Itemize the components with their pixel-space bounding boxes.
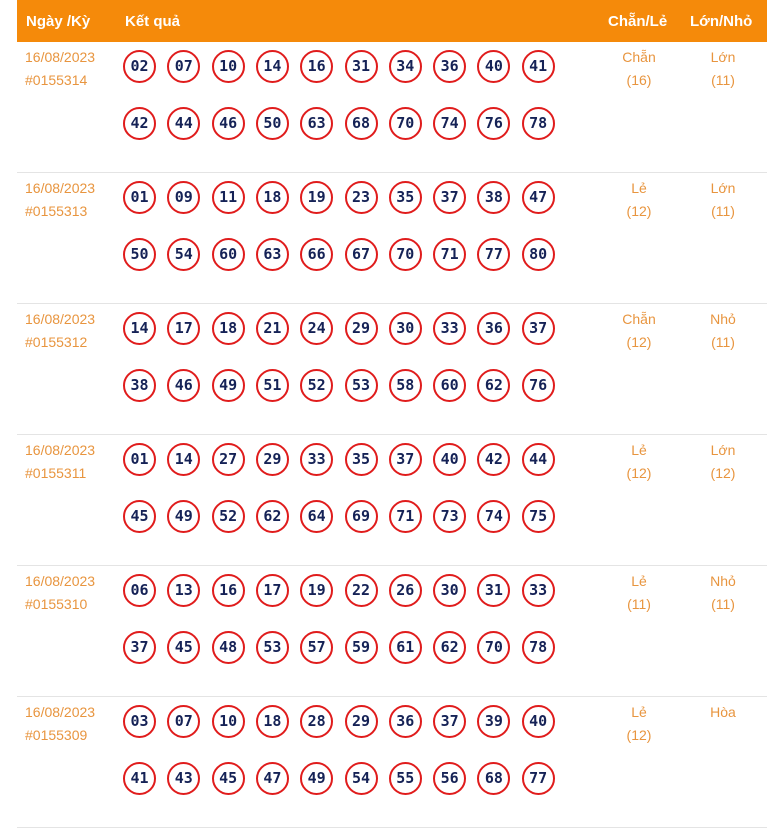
header-result: Kết quả [125,13,181,30]
header-date-period: Ngày /Kỳ [26,13,91,30]
big-small-result: Lớn [710,49,736,65]
even-odd-count: (11) [627,596,651,612]
even-odd-result: Lẻ [631,704,647,720]
number-ball: 45 [212,762,245,795]
number-ball: 68 [477,762,510,795]
table-row [17,304,767,435]
number-ball: 77 [522,762,555,795]
number-ball: 76 [522,369,555,402]
number-ball: 52 [212,500,245,533]
draw-date: 16/08/2023 [25,704,96,720]
big-small-result: Hòa [710,704,736,720]
number-ball: 01 [123,443,156,476]
number-ball: 18 [256,181,289,214]
number-ball: 14 [256,50,289,83]
number-ball: 11 [212,181,245,214]
number-ball: 45 [123,500,156,533]
number-ball: 57 [300,631,333,664]
number-ball: 70 [389,238,422,271]
number-ball: 13 [167,574,200,607]
even-odd-count: (12) [626,465,652,481]
number-ball: 62 [256,500,289,533]
number-ball: 54 [345,762,378,795]
draw-period: #0155311 [25,465,87,481]
number-ball: 37 [123,631,156,664]
number-ball: 44 [522,443,555,476]
number-ball: 53 [256,631,289,664]
number-ball: 36 [433,50,466,83]
number-ball: 07 [167,705,200,738]
number-ball: 49 [212,369,245,402]
number-ball: 38 [477,181,510,214]
draw-date: 16/08/2023 [25,180,96,196]
number-ball: 78 [522,107,555,140]
number-ball: 09 [167,181,200,214]
even-odd-count: (16) [626,72,652,88]
number-ball: 27 [212,443,245,476]
number-ball: 14 [167,443,200,476]
draw-date: 16/08/2023 [25,573,96,589]
number-ball: 26 [389,574,422,607]
number-ball: 28 [300,705,333,738]
number-ball: 67 [345,238,378,271]
number-ball: 37 [389,443,422,476]
number-ball: 70 [389,107,422,140]
number-ball: 37 [433,181,466,214]
number-ball: 29 [345,312,378,345]
number-ball: 61 [389,631,422,664]
number-ball: 36 [389,705,422,738]
number-ball: 76 [477,107,510,140]
draw-date: 16/08/2023 [25,311,96,327]
number-ball: 63 [300,107,333,140]
table-row [17,697,767,828]
draw-date: 16/08/2023 [25,49,96,65]
number-ball: 06 [123,574,156,607]
table-row [17,173,767,304]
number-ball: 80 [522,238,555,271]
number-ball: 58 [389,369,422,402]
big-small-result: Nhỏ [710,573,736,589]
number-ball: 51 [256,369,289,402]
number-ball: 50 [123,238,156,271]
number-ball: 02 [123,50,156,83]
number-ball: 30 [433,574,466,607]
number-ball: 71 [433,238,466,271]
number-ball: 34 [389,50,422,83]
number-ball: 47 [256,762,289,795]
big-small-count: (12) [710,465,736,481]
number-ball: 38 [123,369,156,402]
table-row [17,435,767,566]
number-ball: 44 [167,107,200,140]
number-ball: 29 [345,705,378,738]
number-ball: 16 [300,50,333,83]
number-ball: 60 [212,238,245,271]
number-ball: 70 [477,631,510,664]
number-ball: 62 [477,369,510,402]
number-ball: 47 [522,181,555,214]
number-ball: 23 [345,181,378,214]
even-odd-result: Chẵn [622,49,656,65]
number-ball: 49 [300,762,333,795]
even-odd-count: (12) [626,203,652,219]
number-ball: 59 [345,631,378,664]
big-small-count: (11) [711,596,735,612]
number-ball: 31 [477,574,510,607]
number-ball: 40 [522,705,555,738]
number-ball: 22 [345,574,378,607]
number-ball: 37 [522,312,555,345]
draw-date: 16/08/2023 [25,442,96,458]
number-ball: 39 [477,705,510,738]
number-ball: 40 [433,443,466,476]
number-ball: 50 [256,107,289,140]
number-ball: 41 [522,50,555,83]
number-ball: 46 [212,107,245,140]
table-row [17,566,767,697]
big-small-count: (11) [711,72,735,88]
number-ball: 68 [345,107,378,140]
number-ball: 33 [522,574,555,607]
number-ball: 64 [300,500,333,533]
number-ball: 36 [477,312,510,345]
number-ball: 29 [256,443,289,476]
number-ball: 14 [123,312,156,345]
number-ball: 71 [389,500,422,533]
number-ball: 37 [433,705,466,738]
number-ball: 43 [167,762,200,795]
big-small-result: Lớn [710,442,736,458]
number-ball: 07 [167,50,200,83]
even-odd-result: Lẻ [631,180,647,196]
table-row [17,42,767,173]
draw-period: #0155309 [25,727,88,743]
number-ball: 17 [256,574,289,607]
number-ball: 41 [123,762,156,795]
number-ball: 66 [300,238,333,271]
number-ball: 48 [212,631,245,664]
number-ball: 18 [212,312,245,345]
number-ball: 63 [256,238,289,271]
draw-period: #0155314 [25,72,88,88]
table-header [17,0,767,42]
number-ball: 74 [433,107,466,140]
number-ball: 62 [433,631,466,664]
big-small-result: Nhỏ [710,311,736,327]
number-ball: 35 [345,443,378,476]
number-ball: 42 [477,443,510,476]
number-ball: 73 [433,500,466,533]
even-odd-result: Lẻ [631,573,647,589]
number-ball: 19 [300,181,333,214]
even-odd-count: (12) [626,727,652,743]
header-even-odd: Chẵn/Lẻ [608,13,668,30]
number-ball: 69 [345,500,378,533]
number-ball: 54 [167,238,200,271]
number-ball: 33 [433,312,466,345]
number-ball: 18 [256,705,289,738]
number-ball: 01 [123,181,156,214]
number-ball: 60 [433,369,466,402]
number-ball: 03 [123,705,156,738]
number-ball: 75 [522,500,555,533]
big-small-result: Lớn [710,180,736,196]
number-ball: 19 [300,574,333,607]
draw-period: #0155310 [25,596,88,612]
number-ball: 46 [167,369,200,402]
number-ball: 45 [167,631,200,664]
big-small-count: (11) [711,203,735,219]
number-ball: 21 [256,312,289,345]
number-ball: 10 [212,50,245,83]
number-ball: 16 [212,574,245,607]
even-odd-result: Lẻ [631,442,647,458]
number-ball: 40 [477,50,510,83]
draw-period: #0155312 [25,334,88,350]
number-ball: 10 [212,705,245,738]
number-ball: 17 [167,312,200,345]
number-ball: 31 [345,50,378,83]
number-ball: 78 [522,631,555,664]
number-ball: 74 [477,500,510,533]
header-big-small: Lớn/Nhỏ [690,13,753,30]
even-odd-result: Chẵn [622,311,656,327]
number-ball: 56 [433,762,466,795]
draw-period: #0155313 [25,203,88,219]
even-odd-count: (12) [626,334,652,350]
number-ball: 53 [345,369,378,402]
number-ball: 77 [477,238,510,271]
big-small-count: (11) [711,334,735,350]
number-ball: 33 [300,443,333,476]
number-ball: 35 [389,181,422,214]
number-ball: 42 [123,107,156,140]
number-ball: 52 [300,369,333,402]
number-ball: 55 [389,762,422,795]
number-ball: 30 [389,312,422,345]
number-ball: 49 [167,500,200,533]
number-ball: 24 [300,312,333,345]
